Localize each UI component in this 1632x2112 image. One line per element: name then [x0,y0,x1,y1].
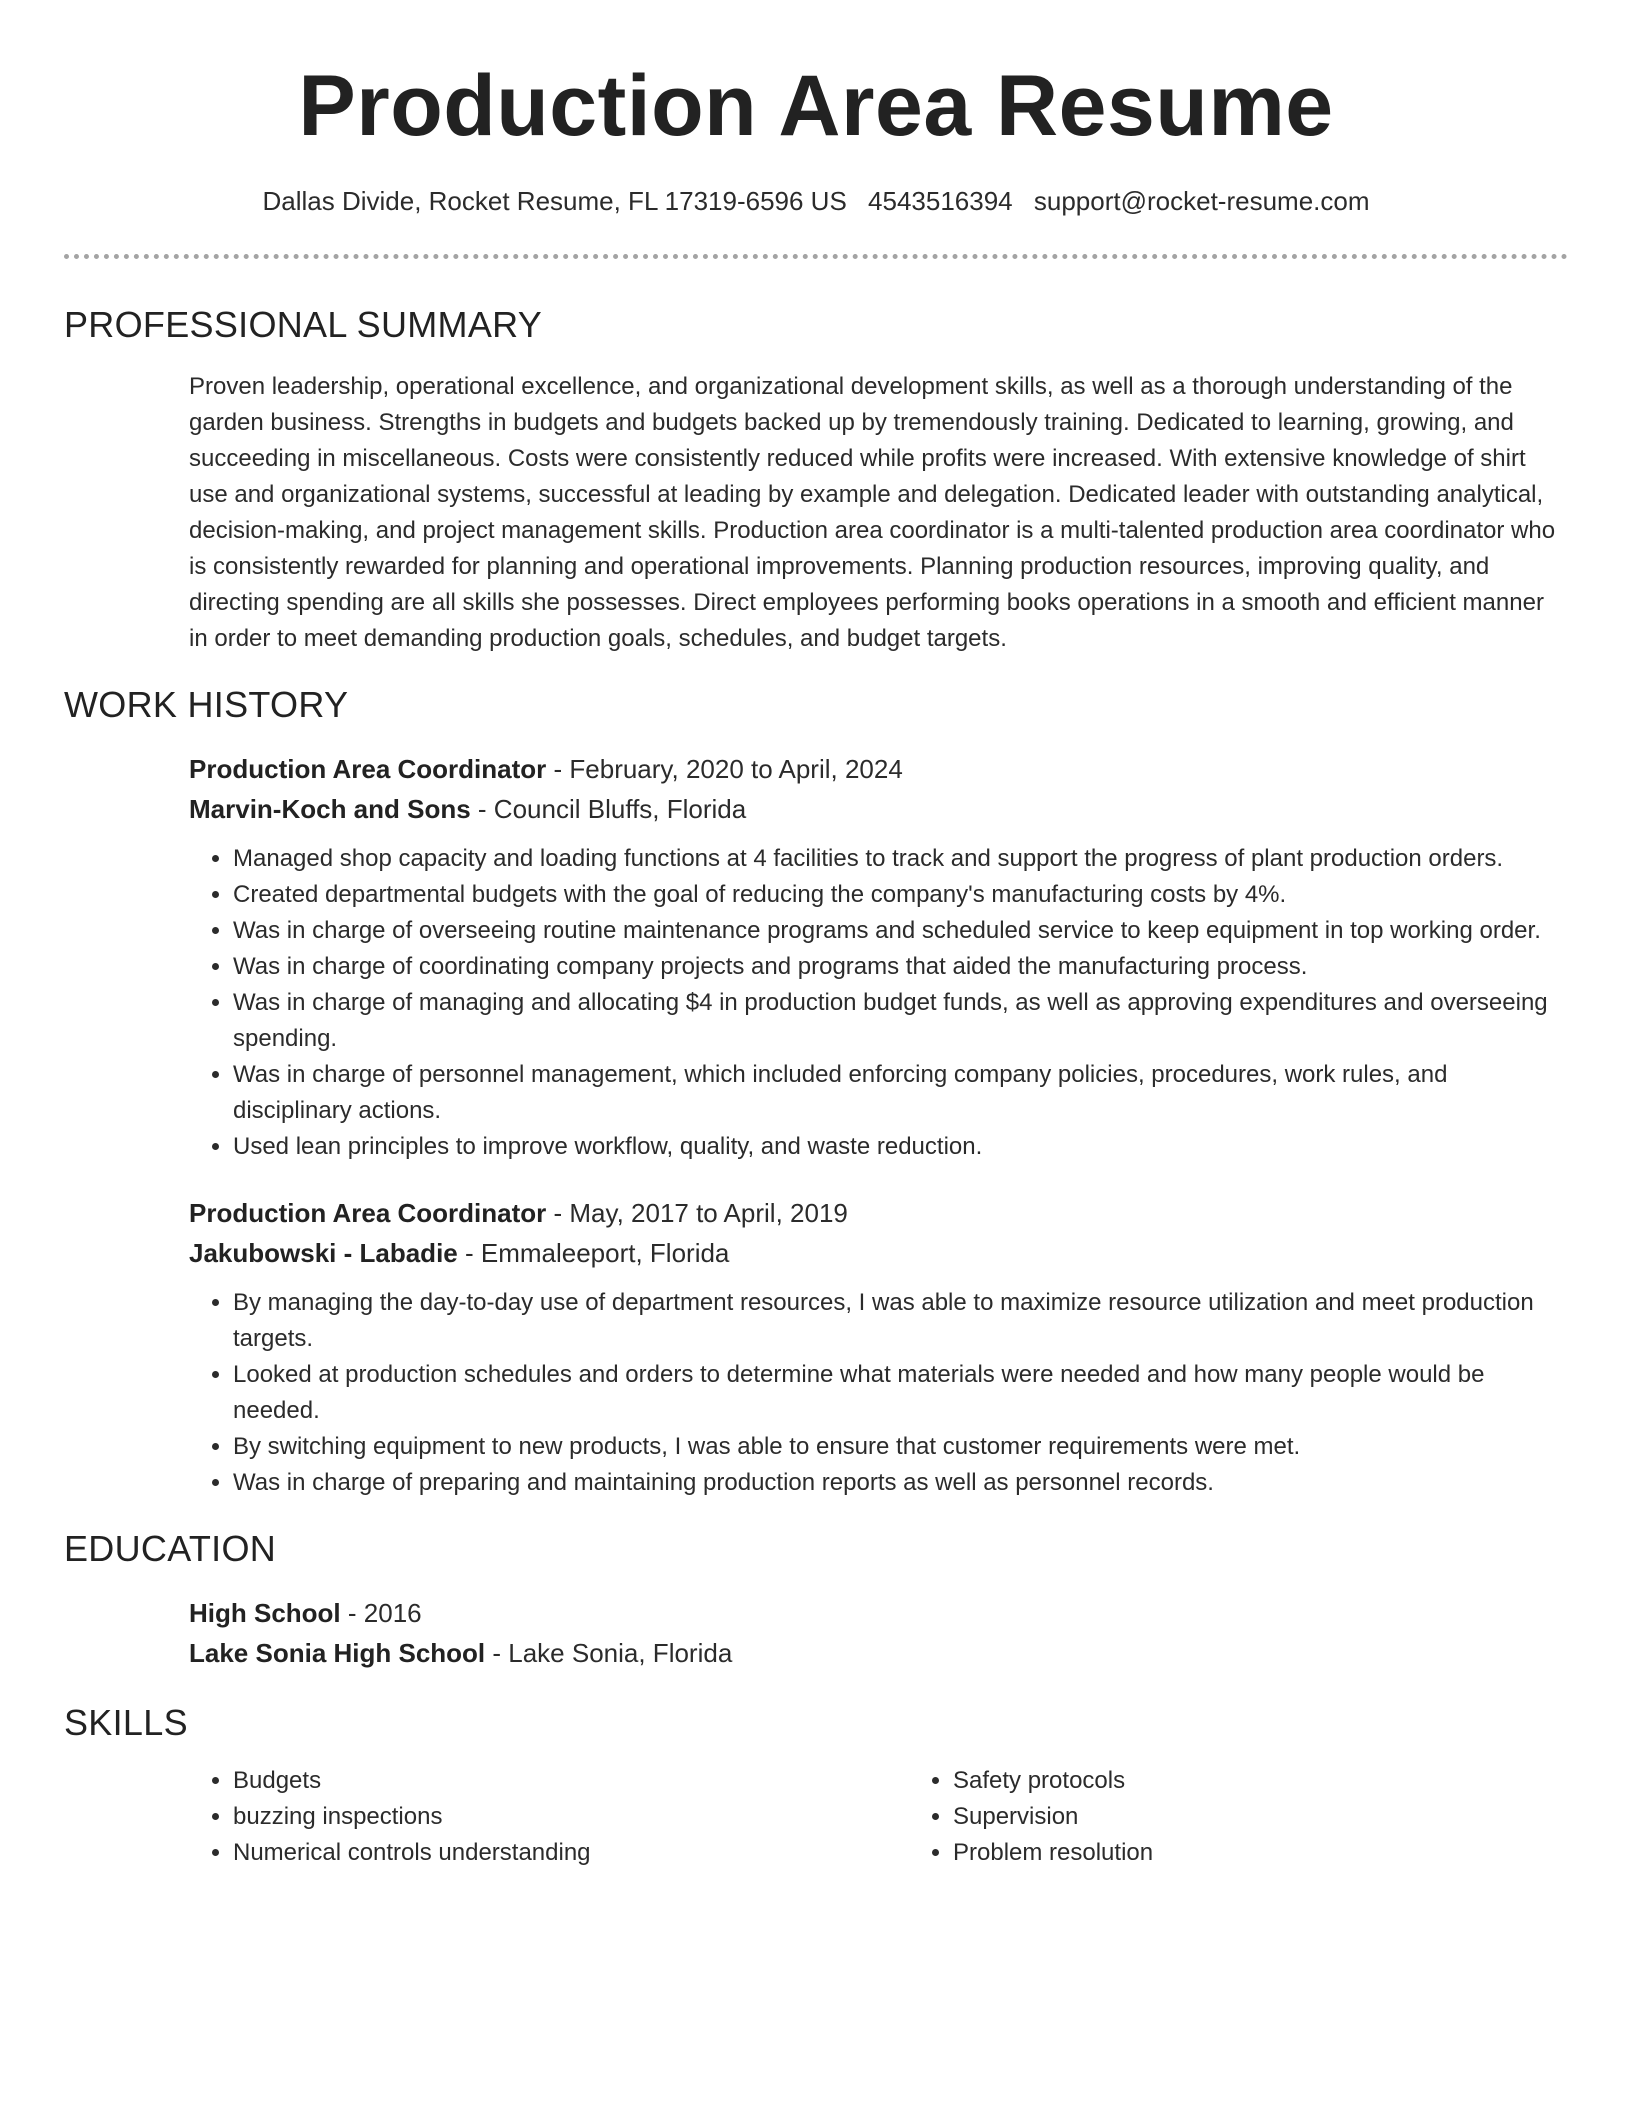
job-bullet: • Used lean principles to improve workflow, quality, and waste reduction. [233,1129,1568,1165]
skills-heading: SKILLS [64,1702,188,1743]
summary-paragraph: Proven leadership, operational excellence, and organizational development skills, as well as a thorough understanding of the garden business. Strengths in budgets and budgets backed up by tremendously training. Dedicated to learning, growing, and succeeding in miscellaneous. Costs were consistently reduced while profits were increased. With extensive knowledge of shirt use and organizational systems, successful at leading by example and delegation. Dedicated leader with outstanding analytical, decision-making, and project management skills. Production area coordinator is a multi-talented production area coordinator who is consistently rewarded for planning and operational improvements. Planning production resources, improving quality, and directing spending are all skills she possesses. Direct employees performing books operations in a smooth and efficient manner in order to meet demanding production goals, schedules, and budget targets. [189,373,1556,652]
job-dates: - February, 2020 to April, 2024 [546,754,903,784]
job-bullet: • Was in charge of personnel management, which included enforcing company policies, procedures, work rules, and disciplinary actions. [233,1057,1568,1129]
job-bullet: • Created departmental budgets with the goal of reducing the company's manufacturing costs by 4%. [233,877,1568,913]
job-company-line [189,789,1568,829]
contact-line [64,184,1568,218]
education-entry [189,1593,1568,1673]
education-heading: EDUCATION [64,1528,277,1569]
phone-text: 4543516394 [868,186,1013,216]
education-school-line [189,1633,1568,1673]
job-location: - Council Bluffs, Florida [470,794,747,824]
job-bullet-list [189,1285,1568,1501]
job-bullet: • Was in charge of coordinating company projects and programs that aided the manufacturing process. [233,949,1568,985]
skill-item: • Numerical controls understanding [233,1835,909,1871]
summary-heading: PROFESSIONAL SUMMARY [64,304,543,345]
skills-column-right [909,1763,1553,1871]
job-bullet-list [189,841,1568,1165]
skill-item: • Supervision [953,1799,1553,1835]
skill-item: • buzzing inspections [233,1799,909,1835]
job-title-line [189,1193,1568,1233]
job-location: - Emmaleeport, Florida [457,1238,730,1268]
job-company: Jakubowski - Labadie [189,1238,458,1268]
job-dates: - May, 2017 to April, 2019 [546,1198,848,1228]
education-year: - 2016 [340,1598,422,1628]
job-bullet: • By managing the day-to-day use of department resources, I was able to maximize resource utilization and meet production targets. [233,1285,1568,1357]
work-history-heading: WORK HISTORY [64,684,349,725]
job-bullet: • Was in charge of managing and allocating $4 in production budget funds, as well as approving expenditures and overseeing spending. [233,985,1568,1057]
skills-column-left [189,1763,909,1871]
job-entry [189,1193,1568,1501]
skill-item: • Safety protocols [953,1763,1553,1799]
skills-list [189,1763,1568,1871]
job-company-line [189,1233,1568,1273]
resume-title: Production Area Resume [298,58,1334,154]
education-school: Lake Sonia High School [189,1638,486,1668]
job-role: Production Area Coordinator [189,1198,547,1228]
skill-item: • Problem resolution [953,1835,1553,1871]
job-bullet: • Managed shop capacity and loading functions at 4 facilities to track and support the progress of plant production orders. [233,841,1568,877]
job-bullet: • By switching equipment to new products, I was able to ensure that customer requirements were met. [233,1429,1568,1465]
email-text: support@rocket-resume.com [1033,186,1370,216]
job-bullet: • Was in charge of overseeing routine maintenance programs and scheduled service to keep equipment in top working order. [233,913,1568,949]
job-bullet: • Was in charge of preparing and maintaining production reports as well as personnel records. [233,1465,1568,1501]
education-degree-line [189,1593,1568,1633]
job-company: Marvin-Koch and Sons [189,794,471,824]
job-bullet: • Looked at production schedules and orders to determine what materials were needed and how many people would be needed. [233,1357,1568,1429]
address-text: Dallas Divide, Rocket Resume, FL 17319-6596 US [262,186,847,216]
header-divider [64,254,1568,259]
education-location: - Lake Sonia, Florida [485,1638,733,1668]
job-role: Production Area Coordinator [189,754,547,784]
job-title-line [189,749,1568,789]
job-entry [189,749,1568,1165]
resume-page [64,0,1568,1871]
skill-item: • Budgets [233,1763,909,1799]
education-degree: High School [189,1598,341,1628]
